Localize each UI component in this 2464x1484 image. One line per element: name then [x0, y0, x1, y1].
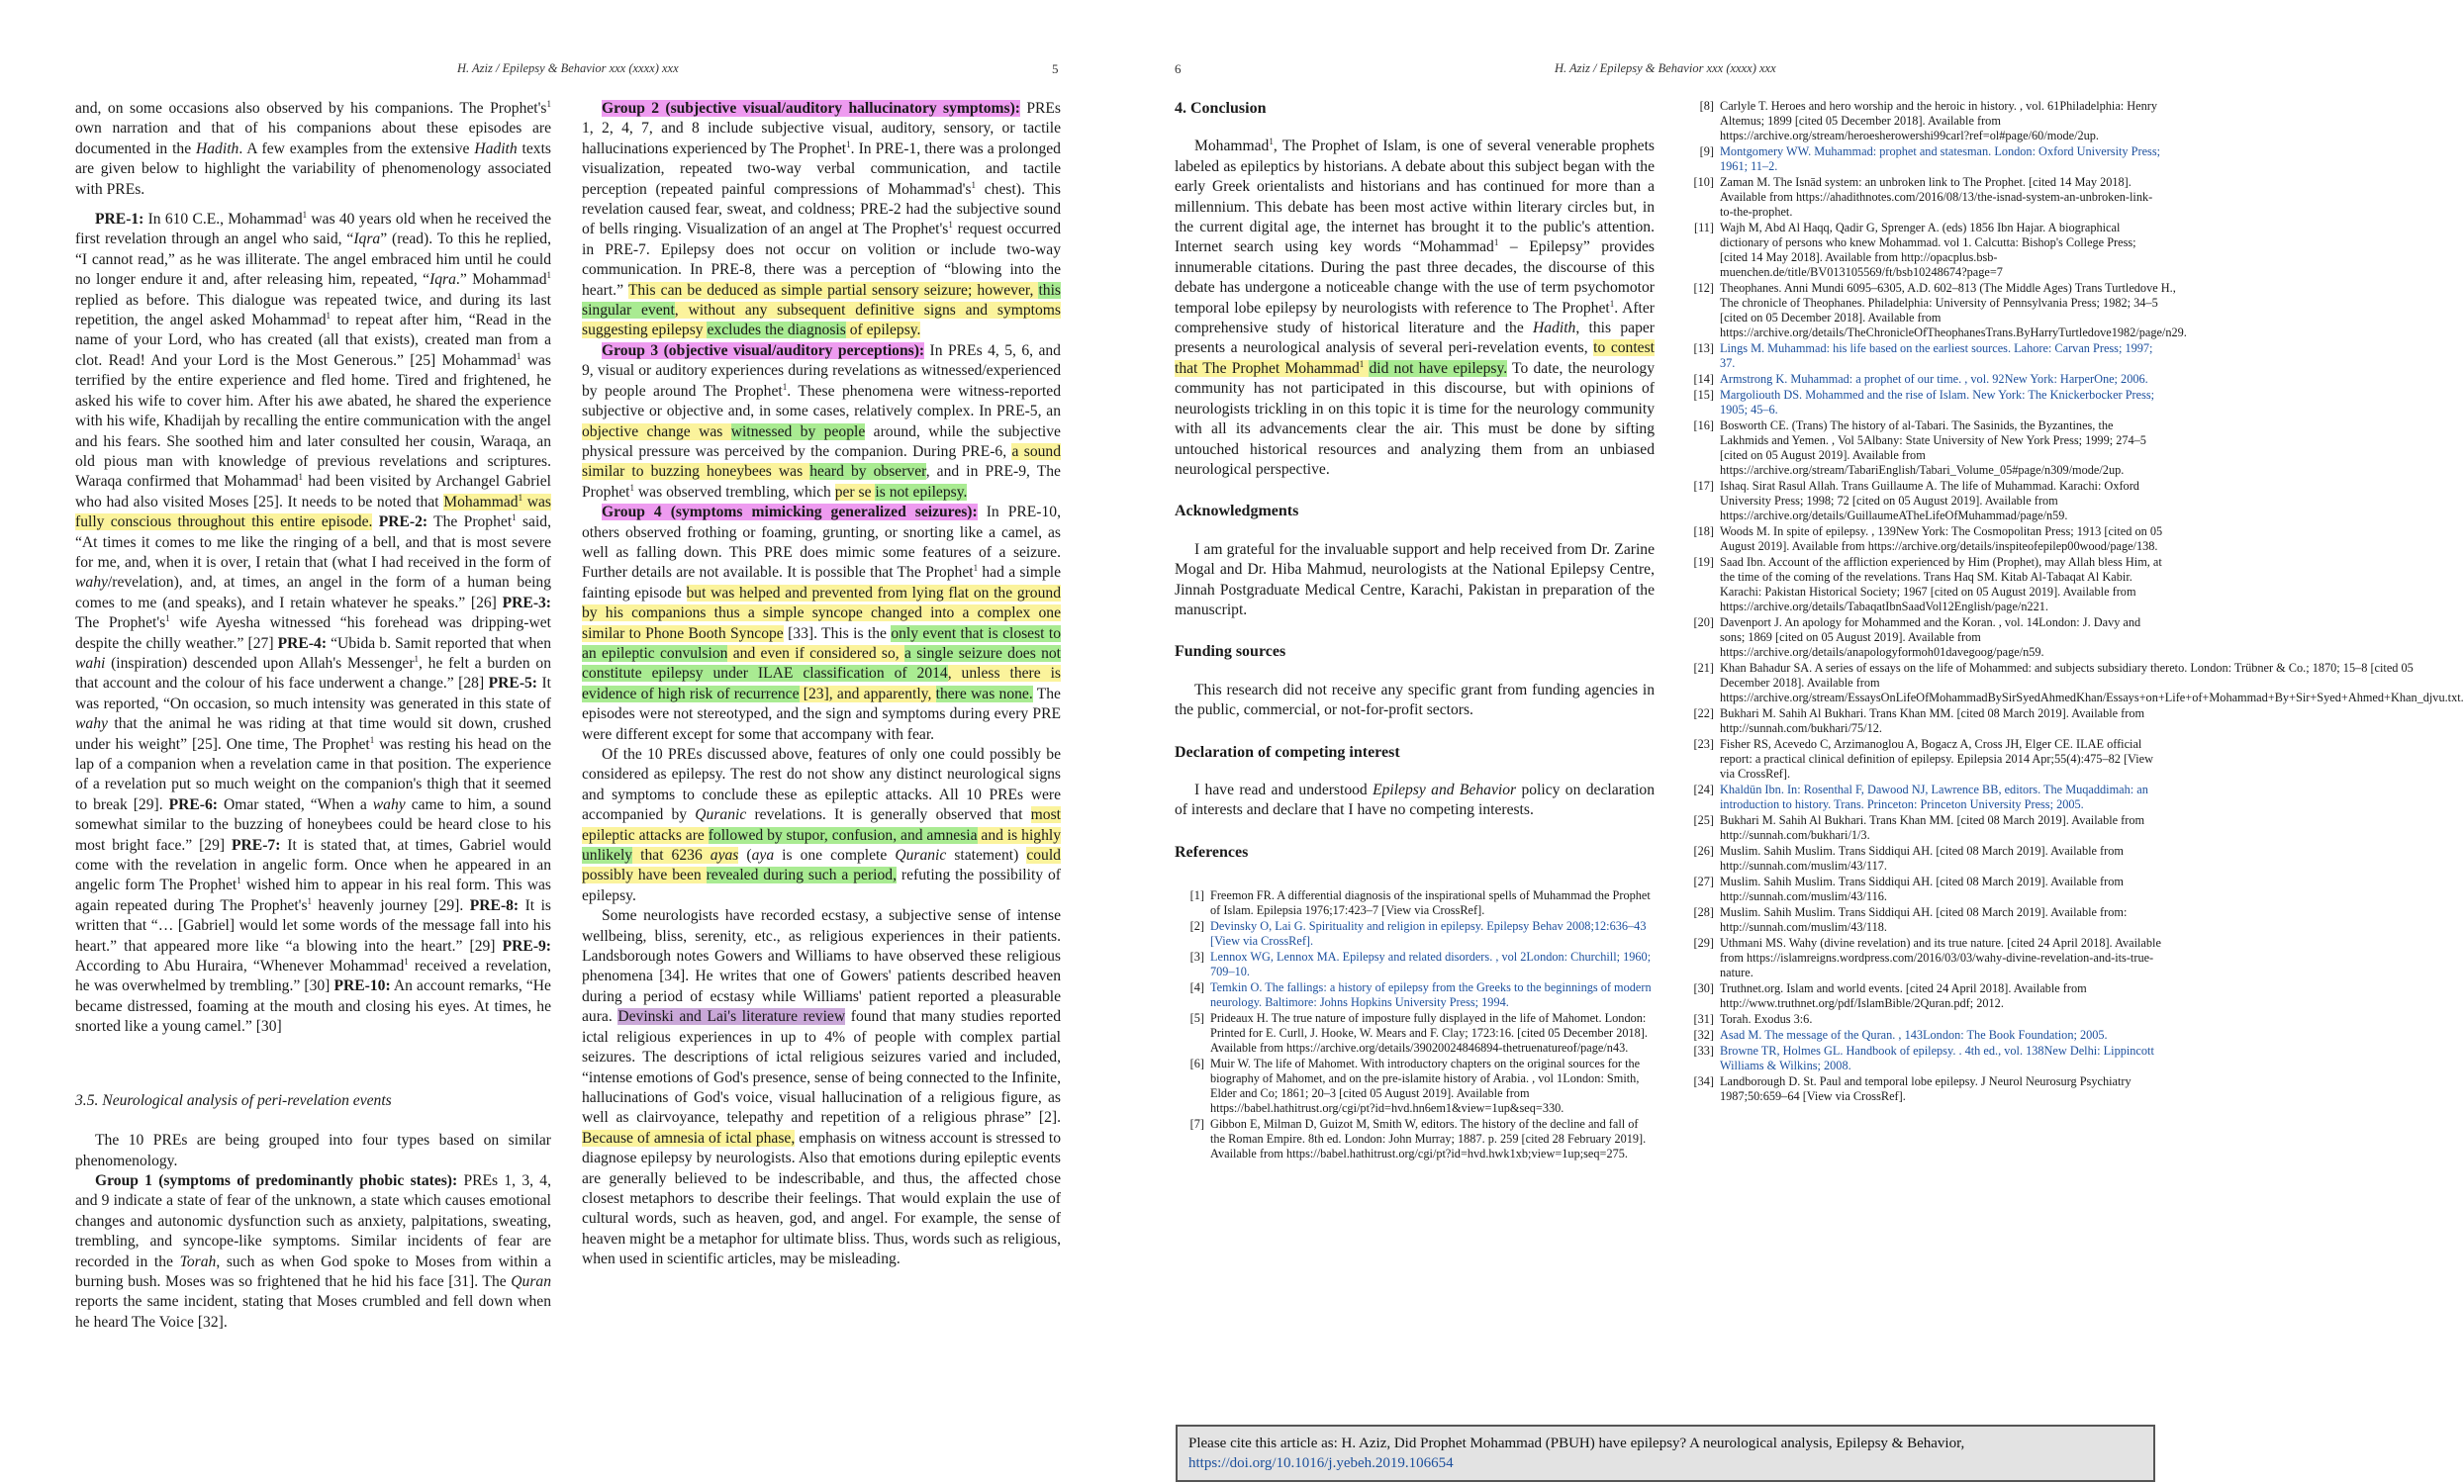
reference-text[interactable]: Gibbon E, Milman D, Guizot M, Smith W, editors. The history of the decline and fall of the Roman Empire. 8th ed. London: John Murray; 1887. p. 259 [cited 28 February 2019]. Available from https://babel.hathitrust.org/cgi/pt?id=hvd.hwk1xb;view=1up;seq=275.: [1210, 1117, 1647, 1160]
reference-text[interactable]: Bosworth CE. (Trans) The history of al-Tabari. The Sasinids, the Byzantines, the Lakhmids and Yemen. , Vol 5Albany: State University of New York Press; 1999; 274–5 [cited on 05 August 2019]. Available from https://archive.org/stream/TabariEnglish/Tabari_Volume_05#page/n309/mode/2up.: [1720, 418, 2146, 477]
reference-item: [1684, 844, 2164, 874]
reference-number: [8]: [1699, 99, 1714, 113]
left-column-2: [582, 99, 1061, 1270]
reference-text[interactable]: Bukhari M. Sahih Al Bukhari. Trans Khan MM. [cited 08 March 2019]. Available from http://sunnah.com/bukhari/75/12.: [1720, 706, 2145, 735]
reference-item: [1684, 981, 2164, 1011]
reference-text[interactable]: Landborough D. St. Paul and temporal lobe epilepsy. J Neurol Neurosurg Psychiatry 1987;50:659–64 [View via CrossRef].: [1720, 1074, 2132, 1103]
reference-item: [1684, 372, 2164, 387]
section-title: Funding sources: [1175, 643, 1286, 661]
reference-item: [1175, 1011, 1655, 1056]
left-column-1: [75, 99, 551, 1333]
references-list-1: [1175, 888, 1655, 1162]
reference-item: [1175, 1117, 1655, 1161]
reference-number: [32]: [1693, 1028, 1714, 1042]
paragraph: Of the 10 PREs discussed above, features of only one could possibly be considered as epilepsy. The rest do not show any distinct neurological signs and symptoms to conclude these as epileptic attacks. All 10 PREs were accompanied by Quranic revelations. It is generally observed that most epileptic attacks are followed by stupor, confusion, and amnesia and is highly unlikely that 6236 ayas (aya is one complete Quranic statement) could possibly have been revealed during such a period, refuting the possibility of epilepsy.: [582, 746, 1062, 904]
reference-item: [1684, 144, 2164, 174]
paragraph: The 10 PREs are being grouped into four types based on similar phenomenology.: [75, 1132, 551, 1169]
reference-item: [1684, 281, 2187, 340]
reference-item: [1684, 388, 2164, 417]
reference-number: [34]: [1693, 1074, 1714, 1088]
reference-text[interactable]: Woods M. In spite of epilepsy. , 139New York: The Cosmopolitan Press; 1913 [cited on 05 August 2019]. Available from https://archive.org/details/inspiteofepilep00wood/page/138.: [1720, 524, 2163, 553]
reference-item: [1684, 479, 2164, 523]
reference-item: [1684, 221, 2164, 280]
reference-number: [12]: [1693, 281, 1714, 295]
paragraph-group-4: Group 4 (symptoms mimicking generalized seizures): In PRE-10, others observed frothing or foaming, grunting, or snorting like a camel, as well as falling down. This PRE does mimic some features of a seizure. Further details are not available. It is possible that The Prophet$^1$ had a simple fainting episode but was helped and prevented from lying flat on the ground by his companions thus a simple syncope changed into a complex one similar to Phone Booth Syncope [33]. This is the only event that is closest to an epileptic convulsion and even if considered so, a single seizure does not constitute epilepsy under ILAE classification of 2014, unless there is evidence of high risk of recurrence [23], and apparently, there was none. The episodes were not stereotyped, and the sign and symptoms during every PRE were different except for some that accompany with fear.: [582, 504, 1062, 743]
reference-number: [2]: [1189, 919, 1204, 933]
reference-item: [1684, 1044, 2164, 1073]
reference-text[interactable]: Browne TR, Holmes GL. Handbook of epilepsy. . 4th ed., vol. 138New Delhi: Lippincott Williams & Wilkins; 2008.: [1720, 1044, 2154, 1072]
reference-item: [1684, 99, 2164, 143]
citation-text: Please cite this article as: H. Aziz, Did Prophet Mohammad (PBUH) have epilepsy? A neurological analysis, Epilepsy & Behavior,: [1188, 1436, 1965, 1451]
reference-text[interactable]: Uthmani MS. Wahy (divine revelation) and its true nature. [cited 24 April 2018]. Available from https://islamreigns.wordpress.com/2016/03/03/wahy-divine-revelation-and-its-true-nature.: [1720, 936, 2161, 979]
reference-number: [27]: [1693, 875, 1714, 888]
reference-text[interactable]: Khan Bahadur SA. A series of essays on the life of Mohammed: and subjects subsidiary thereto. London: Trübner & Co.; 1870; 15–8 [cited 05 December 2018]. Available from https://archive.org/stream/EssaysOnLifeOfMohammadBySirSyedAhmedKhan/Essays+on+Life+of+Mohammad+By+Sir+Syed+Ahmed+Khan_djvu.txt.: [1720, 661, 2464, 704]
reference-text[interactable]: Carlyle T. Heroes and hero worship and the heroic in history. , vol. 61Philadelphia: Henry Altemus; 1899 [cited 05 December 2018]. Available from https://archive.org/stream/heroesherowershi99carl?ref=ol#page/60/mode/2up.: [1720, 99, 2158, 142]
reference-number: [16]: [1693, 418, 1714, 432]
reference-number: [23]: [1693, 737, 1714, 751]
page-number: 5: [1052, 61, 1059, 76]
reference-item: [1684, 418, 2164, 478]
reference-text[interactable]: Wajh M, Abd Al Haqq, Qadir G, Sprenger A. (eds) 1856 Ibn Hajar. A biographical dictionary of persons who knew Mohammad. vol 1. Calcutta: Bishop's College Press; [cited 14 May 2018]. Available from http://opacplus.bsb-muenchen.de/title/BV013105569/ft/bsb10248674?page=7: [1720, 221, 2136, 279]
reference-item: [1684, 615, 2164, 660]
reference-number: [3]: [1189, 950, 1204, 964]
reference-text[interactable]: Truthnet.org. Islam and world events. [cited 24 April 2018]. Available from http://www.truthnet.org/pdf/IslamBible/2Quran.pdf; 2012.: [1720, 981, 2087, 1010]
reference-number: [19]: [1693, 555, 1714, 569]
reference-text[interactable]: Lings M. Muhammad: his life based on the earliest sources. Lahore: Carvan Press; 1997; 37.: [1720, 341, 2153, 370]
reference-item: [1684, 813, 2164, 843]
reference-text[interactable]: Torah. Exodus 3:6.: [1720, 1012, 1813, 1026]
reference-number: [21]: [1693, 661, 1714, 675]
reference-item: [1684, 905, 2164, 935]
reference-number: [24]: [1693, 783, 1714, 796]
running-head: H. Aziz / Epilepsy & Behavior xxx (xxxx) xxx: [457, 61, 679, 75]
reference-text[interactable]: Lennox WG, Lennox MA. Epilepsy and related disorders. , vol 2London: Churchill; 1960; 709–10.: [1210, 950, 1652, 978]
paragraph: and, on some occasions also observed by his companions. The $Prophet's^1$ own narration and that of his companions about these episodes are documented in the Hadith. A few examples from the extensive Hadith texts are given below to highlight the variability of phenomenology associated with PREs.: [75, 98, 551, 198]
reference-text[interactable]: Bukhari M. Sahih Al Bukhari. Trans Khan MM. [cited 08 March 2019]. Available from http://sunnah.com/bukhari/1/3.: [1720, 813, 2145, 842]
reference-item: [1684, 1074, 2164, 1104]
reference-text[interactable]: Armstrong K. Muhammad: a prophet of our time. , vol. 92New York: HarperOne; 2006.: [1720, 372, 2148, 386]
paragraph-pre-list: PRE-1: In 610 C.E., Mohammad$^1$ was 40 years old when he received the first revelation through an angel who said, “Iqra” (read). To this he replied, “I cannot read,” as he was illiterate. The angel embraced him until he could no longer endure it and, after releasing him, repeated, “Iqra.” Mohammad$^1$ replied as before. This dialogue was repeated twice, and during its last repetition, the angel asked Mohammad$^1$ to repeat after him, “Read in the name of your Lord, who has created (all that exists), created man from a clot. Read! And your Lord is the Most Generous.” [25] Mohammad$^1$ was terrified by the entire experience and fled home. Tired and frightened, he asked his wife to cover him. After his awe abated, he shared the experience with his wife, Khadijah by recalling the entire communication with the angel and his fears. She soothed him and later consulted her cousin, Waraqa, an old pious man with knowledge of previous revelations and scriptures. Waraqa confirmed that Mohammad$^1$ had been visited by Archangel Gabriel who had also visited Moses [25]. It needs to be noted that Mohammad$^1$ was fully conscious throughout this entire episode. PRE-2: The Prophet$^1$ said, “At times it comes to me like the ringing of a bell, and that is most severe for me, and, when it is over, I retain that (what I had received in the form of wahy/revelation), and, at times, an angel in the form of a human being comes to me (and speaks), and I retain whatever he speaks.” [26] PRE-3: The $Prophet's^1$ wife Ayesha witnessed “his forehead was dripping-wet despite the chilly weather.” [27] PRE-4: “Ubida b. Samit reported that when wahi (inspiration) descended upon Allah's Messenger$^1$, he felt a burden on that account and the colour of his face underwent a change.” [28] PRE-5: It was reported, “On occasion, so much intensity was generated in this state of wahy that the animal he was riding at that time would sit down, crushed under his weight” [25]. One time, The Prophet$^1$ was resting his head on the lap of a companion when a revelation came in that position. The experience of a revelation put so much weight on the companion's thigh that it seemed to break [29]. PRE-6: Omar stated, “When a wahy came to him, a sound somewhat similar to the buzzing of honeybees could be heard close to his most bright face.” [29] PRE-7: It is stated that, at times, Gabriel would come with the revelation in angelic form. Once when he appeared in an angelic form The Prophet$^1$ wished him to appear in his real form. This was again repeated during The $Prophet's^1$ heavenly journey [29]. PRE-8: It is written that “… [Gabriel] would let some words of the message fall into his heart.” that appeared more like “a blowing into the heart.” [29] PRE-9: According to Abu Huraira, “Whenever Mohammad$^1$ received a revelation, he was overwhelmed by trembling.” [30] PRE-10: An account remarks, “He became distressed, foaming at the mouth and closing his eyes. At times, he snorted like a young camel.” [30]: [75, 209, 552, 1036]
reference-number: [17]: [1693, 479, 1714, 493]
reference-number: [31]: [1693, 1012, 1714, 1026]
reference-number: [14]: [1693, 372, 1714, 386]
reference-number: [30]: [1693, 981, 1714, 995]
reference-number: [9]: [1699, 144, 1714, 158]
reference-number: [25]: [1693, 813, 1714, 827]
reference-number: [22]: [1693, 706, 1714, 720]
reference-text[interactable]: Khaldūn Ibn. In: Rosenthal F, Dawood NJ, Lawrence BB, editors. The Muqaddimah: an introduction to history. Trans. Princeton: Princeton University Press; 2005.: [1720, 783, 2148, 811]
section-title: Declaration of competing interest: [1175, 743, 1400, 761]
reference-item: [1175, 980, 1655, 1010]
reference-number: [26]: [1693, 844, 1714, 858]
reference-item: [1684, 737, 2164, 782]
section-title: References: [1175, 843, 1249, 861]
reference-text[interactable]: Asad M. The message of the Quran. , 143London: The Book Foundation; 2005.: [1720, 1028, 2108, 1042]
reference-text[interactable]: Davenport J. An apology for Mohammed and the Koran. , vol. 14London: J. Davy and sons; 1869 [cited on 05 August 2019]. Available from https://archive.org/details/anapologyformoh01davegoog/page/n59.: [1720, 615, 2141, 659]
reference-number: [1]: [1189, 888, 1204, 902]
reference-number: [10]: [1693, 175, 1714, 189]
paragraph-group-1: Group 1 (symptoms of predominantly phobic states): PREs 1, 3, 4, and 9 indicate a state of fear of the unknown, a state which causes emotional changes and autonomic dysfunction such as anxiety, palpitations, sweating, trembling, and syncope-like symptoms. Similar incidents of fear are recorded in the Torah, such as when God spoke to Moses from within a burning bush. Moses was so frightened that he hid his face [31]. The Quran reports the same incident, stating that Moses crumbled and fell down when he heard The Voice [32].: [75, 1171, 551, 1331]
paragraph-group-3: Group 3 (objective visual/auditory perceptions): In PREs 4, 5, 6, and 9, visual or auditory experiences during revelations as witnessed/experienced by people around The Prophet$^1$. These phenomena were witness-reported subjective or objective and, in some cases, relatively complex. In PRE-5, an objective change was witnessed by people around, while the subjective physical pressure was perceived by the companion. During PRE-6, a sound similar to buzzing honeybees was heard by observer, and in PRE-9, The Prophet$^1$ was observed trembling, which per se is not epilepsy.: [582, 341, 1062, 501]
paragraph-group-2: Group 2 (subjective visual/auditory hallucinatory symptoms): PREs 1, 2, 4, 7, and 8 include subjective visual, auditory, sensory, or tactile hallucinations experienced by The Prophet$^1$. In PRE-1, there was a prolonged visualization, repeated two-way verbal communication, and tactile perception (repeated painful compressions of $Mohammad's^1$ chest). This revelation caused fear, sweat, and coldness; PRE-2 had the subjective sound of bells ringing. Visualization of an angel at The $Prophet's^1$ request occurred in PRE-7. Epilepsy does not occur on volition or include two-way communication. In PRE-8, there was a perception of “blowing into the heart.” This can be deduced as simple partial sensory seizure; however, this singular event, without any subsequent definitive signs and symptoms suggesting epilepsy excludes the diagnosis of epilepsy.: [582, 100, 1061, 339]
reference-item: [1175, 1057, 1655, 1116]
paragraph-conclusion: Mohammad$^1$, The Prophet of Islam, is one of several venerable prophets labeled as epileptics by historians. A debate about this subject began with the early Greek orientalists and historians and has continued for more than a millennium. This debate has been most active within literary circles but, in the current digital age, the internet has brought it to the public's attention. Internet search using key words “Mohammad$^1$ – Epilepsy” provides innumerable citations. During the past three decades, the discourse of this debate has undergone a noticeable change with the use of term psychomotor temporal lobe epilepsy by neurologists with reference to The Prophet$^1$. After comprehensive study of historical literature and the Hadith, this paper presents a neurological analysis of several peri-revelation events, to contest that The Prophet Mohammad$^1$ did not have epilepsy. To date, the neurology community has not participated in this discourse, but with opinions of neurologists trickling in on this topic it is time for the neurology community with all its advancements clear the air. This must be done by sifting untouched historical resources and analyzing them from an unbiased neurological perspective.: [1175, 137, 1656, 478]
reference-text[interactable]: Saad Ibn. Account of the affliction experienced by Him (Prophet), may Allah bless Him, at the time of the coming of the revelations. Trans Haq SM. Kitab Al-Tabaqat Al Kabir. Karachi: Pakistan Historical Society; 1967 [cited on 05 August 2019]. Available from https://archive.org/details/TabaqatIbnSaadVol12English/page/n221.: [1720, 555, 2162, 613]
reference-text[interactable]: Zaman M. The Isnād system: an unbroken link to The Prophet. [cited 14 May 2018]. Available from https://ahadithnotes.com/2016/08/13/the-isnad-system-an-unbroken-link-to-the-prophet.: [1720, 175, 2153, 219]
citation-box: [1176, 1425, 2155, 1482]
reference-number: [11]: [1693, 221, 1714, 234]
reference-text[interactable]: Muslim. Sahih Muslim. Trans Siddiqui AH. [cited 08 March 2019]. Available from http://sunnah.com/muslim/43/116.: [1720, 875, 2124, 903]
reference-text[interactable]: Muslim. Sahih Muslim. Trans Siddiqui AH. [cited 08 March 2019]. Available from: http://sunnah.com/muslim/43/118.: [1720, 905, 2128, 934]
page-5: [0, 0, 1113, 1484]
reference-number: [4]: [1189, 980, 1204, 994]
reference-item: [1684, 1028, 2164, 1043]
reference-item: [1175, 950, 1655, 979]
reference-text[interactable]: Theophanes. Anni Mundi 6095–6305, A.D. 602–813 (The Middle Ages) Trans Turtledove H., The chronicle of Theophanes. Philadelphia: University of Pennsylvania Press; 1982; 34–5 [cited on 05 December 2018]. Available from https://archive.org/details/TheChronicleOfTheophanesTrans.ByHarryTurtledove1982/page/n29.: [1720, 281, 2187, 339]
page-6: [1113, 0, 2464, 1484]
reference-number: [28]: [1693, 905, 1714, 919]
reference-item: [1175, 888, 1655, 918]
reference-text[interactable]: Freemon FR. A differential diagnosis of the inspirational spells of Muhammad the Prophet of Islam. Epilepsia 1976;17:423–7 [View via CrossRef].: [1210, 888, 1651, 917]
running-head: H. Aziz / Epilepsy & Behavior xxx (xxxx) xxx: [1555, 61, 1776, 75]
reference-number: [13]: [1693, 341, 1714, 355]
references-list-2: [1684, 99, 2464, 1105]
reference-text[interactable]: Ishaq. Sirat Rasul Allah. Trans Guillaume A. The life of Muhammad. Karachi: Oxford University Press; 1998; 72 [cited on 05 August 2019]. Available from https://archive.org/details/GuillaumeATheLifeOfMuhammad/page/n59.: [1720, 479, 2139, 522]
reference-number: [20]: [1693, 615, 1714, 629]
right-column-1: [1175, 99, 1655, 881]
reference-number: [7]: [1189, 1117, 1204, 1131]
reference-item: [1684, 524, 2164, 554]
reference-item: [1684, 783, 2164, 812]
reference-item: [1684, 936, 2164, 980]
reference-number: [33]: [1693, 1044, 1714, 1058]
reference-number: [6]: [1189, 1057, 1204, 1070]
reference-item: [1684, 706, 2164, 736]
reference-item: [1684, 341, 2164, 371]
reference-text[interactable]: Muir W. The life of Mahomet. With introductory chapters on the original sources for the biography of Mahomet, and on the pre-islamite history of Arabia. , vol 1London: Smith, Elder and Co; 1861; 20–3 [cited 05 August 2019]. Available from https://babel.hathitrust.org/cgi/pt?id=hvd.hn6em1&view=1up&seq=330.: [1210, 1057, 1641, 1115]
reference-text[interactable]: Prideaux H. The true nature of imposture fully displayed in the life of Mahomet. London: Printed for E. Curll, J. Hooke, W. Mears and F. Clay; 1723:16. [cited 05 December 2018]. Available from https://archive.org/details/39020024846894-thetruenatureof/page/n43.: [1210, 1011, 1648, 1055]
reference-item: [1684, 1012, 2164, 1027]
paragraph-acknowledgments: I am grateful for the invaluable support and help received from Dr. Zarine Mogal and Dr. Hiba Mahmud, neurologists at the National Epilepsy Centre, Jinnah Postgraduate Medical Centre, Karachi, Pakistan in preparation of the manuscript.: [1175, 540, 1655, 618]
reference-item: [1684, 555, 2164, 614]
paragraph-competing-interest: I have read and understood Epilepsy and Behavior policy on declaration of interests and declare that I have no competing interests.: [1175, 781, 1656, 819]
reference-text[interactable]: Muslim. Sahih Muslim. Trans Siddiqui AH. [cited 08 March 2019]. Available from http://sunnah.com/muslim/43/117.: [1720, 844, 2124, 873]
reference-item: [1684, 875, 2164, 904]
reference-text[interactable]: Margoliouth DS. Mohammed and the rise of Islam. New York: The Knickerbocker Press; 1905; 45–6.: [1720, 388, 2155, 417]
reference-number: [29]: [1693, 936, 1714, 950]
reference-item: [1684, 175, 2164, 220]
reference-item: [1684, 661, 2464, 705]
paragraph-funding: This research did not receive any specific grant from funding agencies in the public, commercial, or not-for-profit sectors.: [1175, 681, 1655, 719]
reference-text[interactable]: Fisher RS, Acevedo C, Arzimanoglou A, Bogacz A, Cross JH, Elger CE. ILAE official report: a practical clinical definition of epilepsy. Epilepsia 2014 Apr;55(4):475–82 [View via CrossRef].: [1720, 737, 2153, 781]
reference-item: [1175, 919, 1655, 949]
section-title: Acknowledgments: [1175, 503, 1299, 520]
reference-text[interactable]: Montgomery WW. Muhammad: prophet and statesman. London: Oxford University Press; 1961; 11–2.: [1720, 144, 2161, 173]
page-number: 6: [1175, 61, 1182, 76]
reference-number: [15]: [1693, 388, 1714, 402]
paragraph: Some neurologists have recorded ecstasy, a subjective sense of intense wellbeing, bliss, serenity, etc., as religious experiences in their patients. Landsborough notes Gowers and Williams to have observed these religious phenomena [34]. He writes that one of Gowers' patients described heaven during a period of ecstasy while Williams' patient reported a pleasurable aura. Devinski and Lai's literature review found that many studies reported ictal religious experiences in up to 4% of people with complex partial seizures. The descriptions of ictal religious seizures varied and included, “intense emotions of God's presence, sense of being connected to the Infinite, hallucinations of God's voice, visual hallucination of a religious figure, as well as clairvoyance, telepathy and repetition of a religious phrase” [2]. Because of amnesia of ictal phase, emphasis on witness account is stressed to diagnose epilepsy by neurologists. Also that emotions during epileptic events are generally believed to be indescribable, and thus, the affected chose closest metaphors to describe their feelings. That would explain the use of cultural words, such as heaven, god, and angel. For example, the sense of heaven might be a metaphor for ultimate bliss. Thus, words such as religious, when used in scientific articles, may be misleading.: [582, 907, 1061, 1268]
reference-text[interactable]: Temkin O. The fallings: a history of epilepsy from the Greeks to the beginnings of modern neurology. Baltimore: Johns Hopkins University Press; 1994.: [1210, 980, 1652, 1009]
section-title: 4. Conclusion: [1175, 100, 1267, 117]
reference-number: [18]: [1693, 524, 1714, 538]
section-title: 3.5. Neurological analysis of peri-revelation events: [75, 1091, 392, 1109]
reference-number: [5]: [1189, 1011, 1204, 1025]
doi-link[interactable]: https://doi.org/10.1016/j.yebeh.2019.106654: [1188, 1455, 1454, 1471]
reference-text[interactable]: Devinsky O, Lai G. Spirituality and religion in epilepsy. Epilepsy Behav 2008;12:636–43 [View via CrossRef].: [1210, 919, 1647, 948]
